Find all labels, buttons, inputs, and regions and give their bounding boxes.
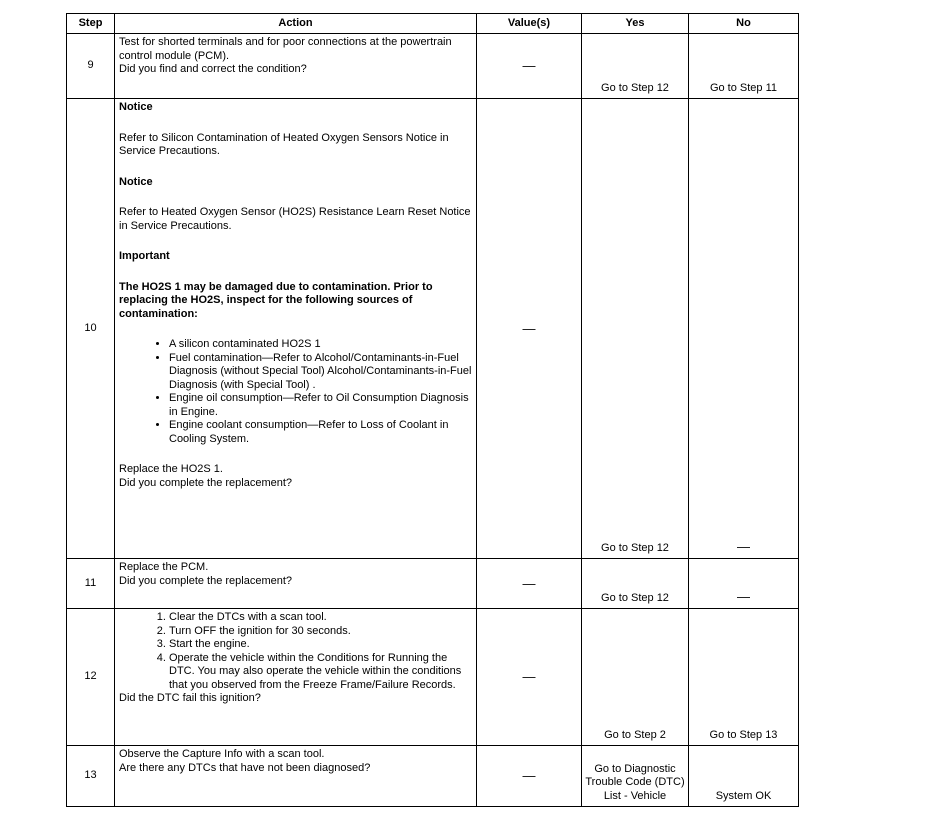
header-step: Step [67, 14, 115, 34]
action-question: Did you complete the replacement? [119, 574, 293, 587]
notice-title: Notice [119, 175, 153, 188]
table-row-step-13 [67, 746, 799, 807]
notice-title: Notice [119, 101, 153, 113]
action-cell [115, 746, 477, 807]
action-cell [115, 34, 477, 99]
header-no: No [689, 14, 799, 34]
value-cell: — [477, 609, 582, 746]
action-question: Did you find and correct the condition? [119, 63, 307, 75]
value-cell: — [477, 34, 582, 99]
yes-cell: Go to Step 12 [582, 34, 689, 99]
contamination-list [119, 338, 472, 446]
list-item: • Engine coolant consumption—Refer to Loss of Coolant in Cooling System. [169, 419, 472, 446]
value-cell: — [477, 99, 582, 559]
dash: — [737, 588, 750, 604]
no-cell: Go to Step 11 [689, 34, 799, 99]
action-cell [115, 559, 477, 609]
notice-text: Refer to Heated Oxygen Sensor (HO2S) Resistance Learn Reset Notice in Service Precautions. [119, 206, 471, 232]
list-item: 3. Start the engine. [169, 638, 472, 652]
important-title: Important [119, 250, 170, 262]
value-cell: — [477, 746, 582, 807]
procedure-list [119, 611, 472, 692]
diagnostic-table [66, 13, 799, 807]
notice-text: Refer to Silicon Contamination of Heated Oxygen Sensors Notice in Service Precautions. [119, 131, 449, 157]
diagnostic-table-container [66, 13, 798, 807]
action-text: Replace the HO2S 1. [119, 463, 223, 475]
action-text: Replace the PCM. [119, 561, 209, 573]
no-cell: System OK [689, 746, 799, 807]
table-row-step-11 [67, 559, 799, 609]
list-item: 4. Operate the vehicle within the Conditions for Running the DTC. You may also operate the vehicle within the conditions that you observed from the Freeze Frame/Failure Records. [169, 652, 472, 693]
header-values: Value(s) [477, 14, 582, 34]
header-yes: Yes [582, 14, 689, 34]
list-item: • Engine oil consumption—Refer to Oil Consumption Diagnosis in Engine. [169, 392, 472, 419]
yes-cell: Go to Step 2 [582, 609, 689, 746]
value-cell: — [477, 559, 582, 609]
action-question: Did the DTC fail this ignition? [119, 692, 261, 704]
action-question: Are there any DTCs that have not been diagnosed? [119, 761, 371, 774]
header-action: Action [115, 14, 477, 34]
step-number: 10 [67, 99, 115, 559]
list-item: 2. Turn OFF the ignition for 30 seconds. [169, 625, 472, 639]
step-number: 9 [67, 34, 115, 99]
no-cell: Go to Step 13 [689, 609, 799, 746]
step-number: 13 [67, 746, 115, 807]
action-question: Did you complete the replacement? [119, 476, 293, 489]
action-text: Test for shorted terminals and for poor connections at the powertrain control module (PCM). [119, 36, 452, 62]
table-row-step-12 [67, 609, 799, 746]
yes-cell: Go to Step 12 [582, 99, 689, 559]
list-item: • A silicon contaminated HO2S 1 [169, 338, 472, 352]
step-number: 11 [67, 559, 115, 609]
action-cell [115, 99, 477, 559]
action-text: Observe the Capture Info with a scan tool. [119, 748, 325, 760]
list-item: 1. Clear the DTCs with a scan tool. [169, 611, 472, 625]
dash: — [737, 538, 750, 554]
table-row-step-10 [67, 99, 799, 559]
action-cell [115, 609, 477, 746]
no-cell [689, 559, 799, 609]
important-text: The HO2S 1 may be damaged due to contamination. Prior to replacing the HO2S, inspect for the following sources of contamination: [119, 280, 433, 320]
header-row [67, 14, 799, 34]
yes-cell: Go to Diagnostic Trouble Code (DTC) List - Vehicle [582, 746, 689, 807]
table-row-step-9 [67, 34, 799, 99]
step-number: 12 [67, 609, 115, 746]
list-item: • Fuel contamination—Refer to Alcohol/Contaminants-in-Fuel Diagnosis (without Special Tool) Alcohol/Contaminants-in-Fuel Diagnosis (with Special Tool) . [169, 352, 472, 393]
yes-cell: Go to Step 12 [582, 559, 689, 609]
no-cell [689, 99, 799, 559]
